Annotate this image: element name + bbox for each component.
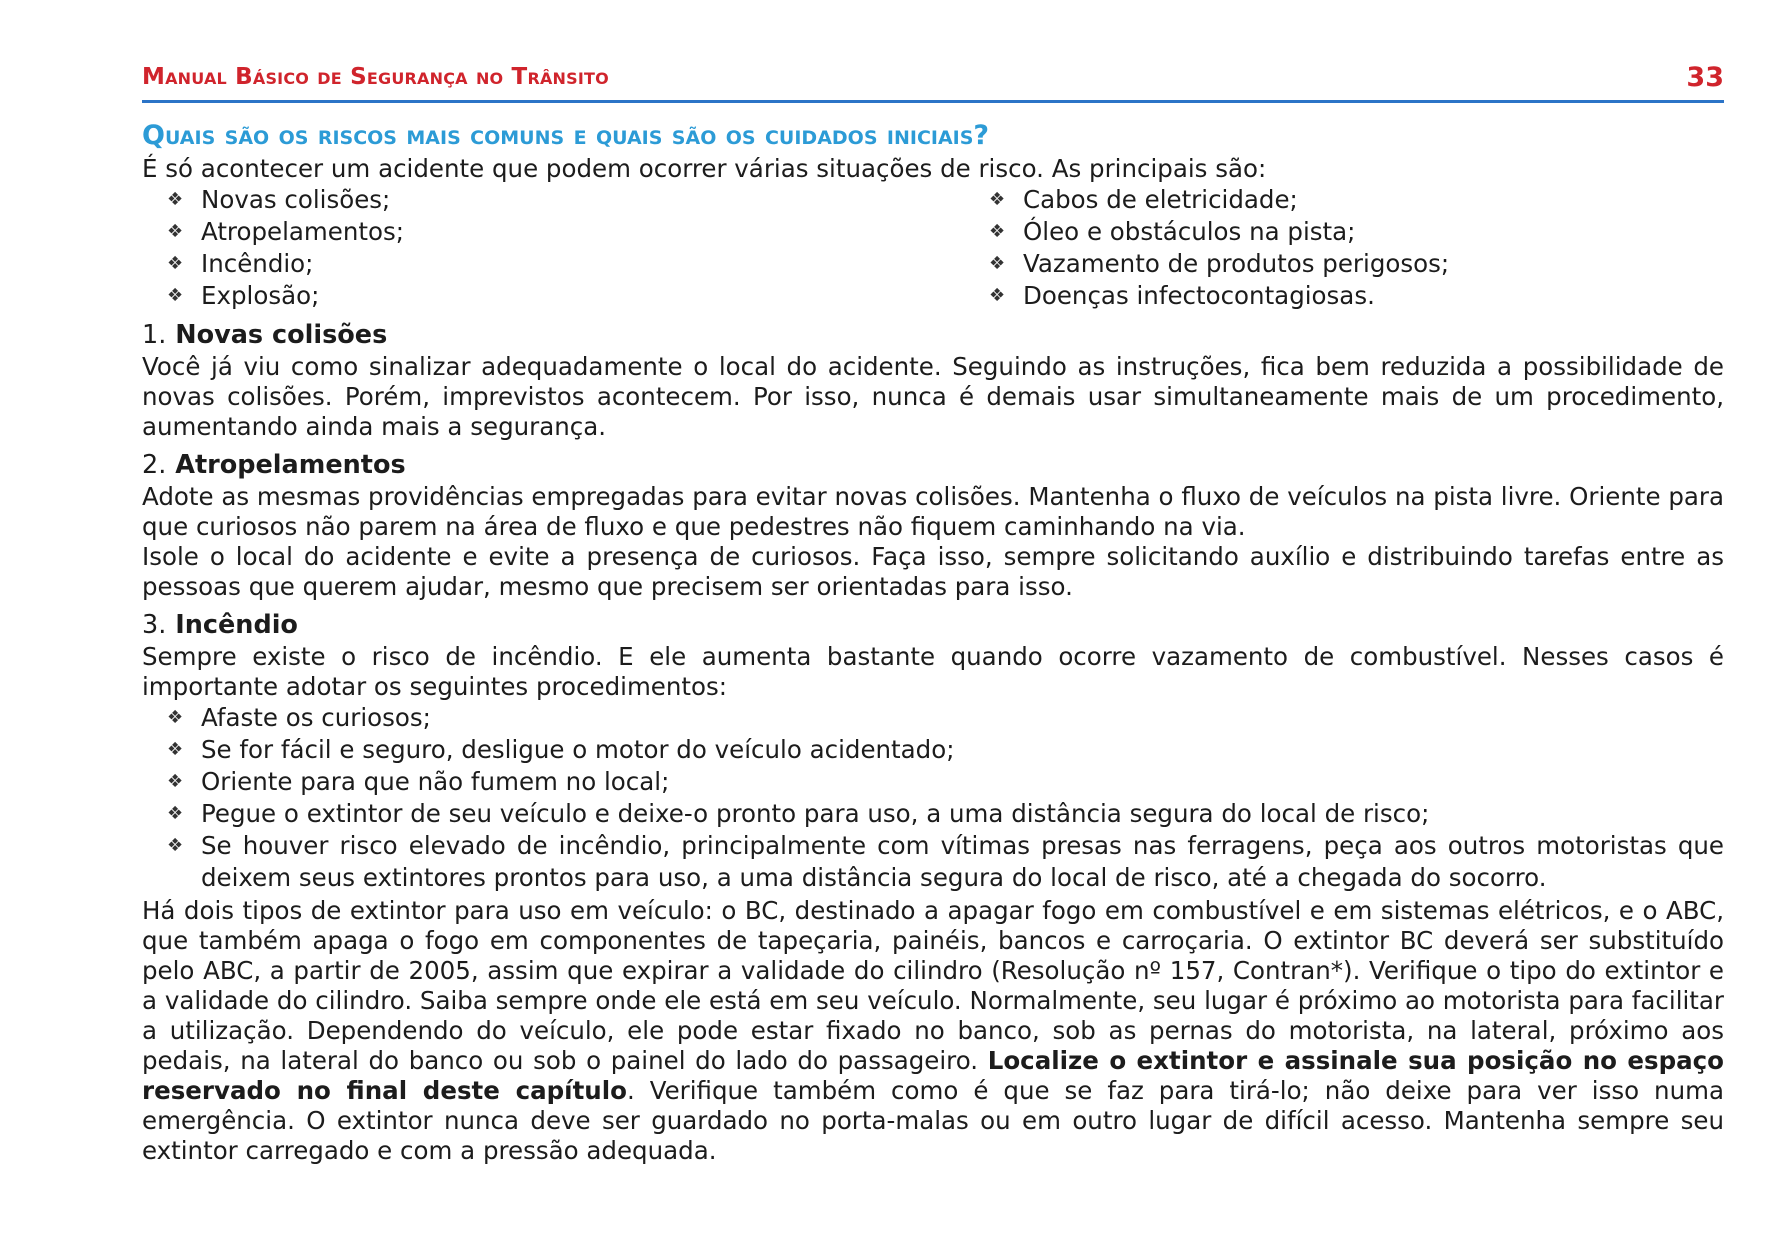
diamond-bullet-icon: ❖ [989, 253, 1006, 274]
list-item: ❖ Incêndio; [167, 249, 314, 278]
diamond-bullet-icon: ❖ [167, 707, 184, 728]
section-intro: É só acontecer um acidente que podem ocorrer várias situações de risco. As principais são: [142, 154, 1267, 183]
list-item: ❖ Explosão; [167, 281, 320, 310]
paragraph-atropelamentos-2: Isole o local do acidente e evite a presença de curiosos. Faça isso, sempre solicitando auxílio e distribuindo tarefas entre as pessoas que querem ajudar, mesmo que precisem ser orientadas para isso. [142, 542, 1724, 601]
paragraph-novas-colisoes: Você já viu como sinalizar adequadamente o local do acidente. Seguindo as instruções, fica bem reduzida a possibilidade de novas colisões. Porém, imprevistos acontecem. Por isso, nunca é demais usar simultaneamente mais de um procedimento, aumentando ainda mais a segurança. [142, 352, 1724, 441]
list-item: ❖ Novas colisões; [167, 185, 391, 214]
diamond-bullet-icon: ❖ [167, 221, 184, 242]
subheading-novas-colisoes: 1. Novas colisões [142, 320, 388, 350]
page-content [142, 118, 1724, 1166]
section-heading: Quais são os riscos mais comuns e quais são os cuidados iniciais? [142, 120, 990, 151]
diamond-bullet-icon: ❖ [167, 835, 184, 856]
list-item: ❖ Atropelamentos; [167, 217, 404, 246]
paragraph-extintor: Há dois tipos de extintor para uso em veículo: o BC, destinado a apagar fogo em combustível e em sistemas elétricos, e o ABC, que também apaga o fogo em componentes de tapeçaria, painéis, bancos e carroçaria. O extintor BC deverá ser substituído pelo ABC, a partir de 2005, assim que expirar a validade do cilindro (Resolução nº 157, Contran*). Verifique o tipo do extintor e a validade do cilindro. Saiba sempre onde ele está em seu veículo. Normalmente, seu lugar é próximo ao motorista para facilitar a utilização. Dependendo do veículo, ele pode estar fixado no banco, sob as pernas do motorista, na lateral, próximo aos pedais, na lateral do banco ou sob o painel do lado do passageiro. Localize o extintor e assinale sua posição no espaço reservado no final deste capítulo. Verifique também como é que se faz para tirá-lo; não deixe para ver isso numa emergência. O extintor nunca deve ser guardado no porta-malas ou em outro lugar de difícil acesso. Mantenha sempre seu extintor carregado e com a pressão adequada. [142, 896, 1725, 1165]
risks-list-right [964, 184, 1724, 312]
header-title: Manual Básico de Segurança no Trânsito [142, 64, 609, 90]
diamond-bullet-icon: ❖ [167, 189, 184, 210]
page-header [142, 62, 1724, 103]
extintor-emphasis: Localize o extintor e assinale sua posição no espaço reservado no final deste capítulo [142, 1046, 1725, 1105]
paragraph-incendio: Sempre existe o risco de incêndio. E ele aumenta bastante quando ocorre vazamento de combustível. Nesses casos é importante adotar os seguintes procedimentos: [142, 642, 1724, 701]
diamond-bullet-icon: ❖ [167, 253, 184, 274]
list-item: ❖ Doenças infectocontagiosas. [989, 281, 1375, 310]
list-item: ❖ Cabos de eletricidade; [989, 185, 1298, 214]
diamond-bullet-icon: ❖ [167, 803, 184, 824]
diamond-bullet-icon: ❖ [989, 189, 1006, 210]
diamond-bullet-icon: ❖ [989, 221, 1006, 242]
list-item: ❖ Oriente para que não fumem no local; [167, 767, 670, 796]
list-item: ❖ Óleo e obstáculos na pista; [989, 217, 1356, 246]
diamond-bullet-icon: ❖ [167, 771, 184, 792]
risks-list [142, 184, 1724, 312]
diamond-bullet-icon: ❖ [989, 285, 1006, 306]
paragraph-atropelamentos-1: Adote as mesmas providências empregadas para evitar novas colisões. Mantenha o fluxo de veículos na pista livre. Oriente para que curiosos não parem na área de fluxo e que pedestres não fiquem caminhando na via. [142, 482, 1724, 541]
list-item: ❖ Afaste os curiosos; [167, 703, 431, 732]
risks-list-left [142, 184, 964, 312]
procedures-list [142, 702, 1724, 894]
list-item: ❖ Vazamento de produtos perigosos; [989, 249, 1450, 278]
list-item: ❖ Se for fácil e seguro, desligue o motor do veículo acidentado; [167, 735, 955, 764]
list-item: ❖ Se houver risco elevado de incêndio, principalmente com vítimas presas nas ferragens, peça aos outros motoristas que deixem seus extintores prontos para uso, a uma distância segura do local de risco, até a chegada do socorro. [167, 831, 1724, 892]
subheading-atropelamentos: 2. Atropelamentos [142, 450, 406, 480]
subheading-incendio: 3. Incêndio [142, 610, 298, 640]
list-item: ❖ Pegue o extintor de seu veículo e deixe-o pronto para uso, a uma distância segura do local de risco; [167, 799, 1430, 828]
diamond-bullet-icon: ❖ [167, 739, 184, 760]
page-number: 33 [1686, 62, 1724, 93]
diamond-bullet-icon: ❖ [167, 285, 184, 306]
